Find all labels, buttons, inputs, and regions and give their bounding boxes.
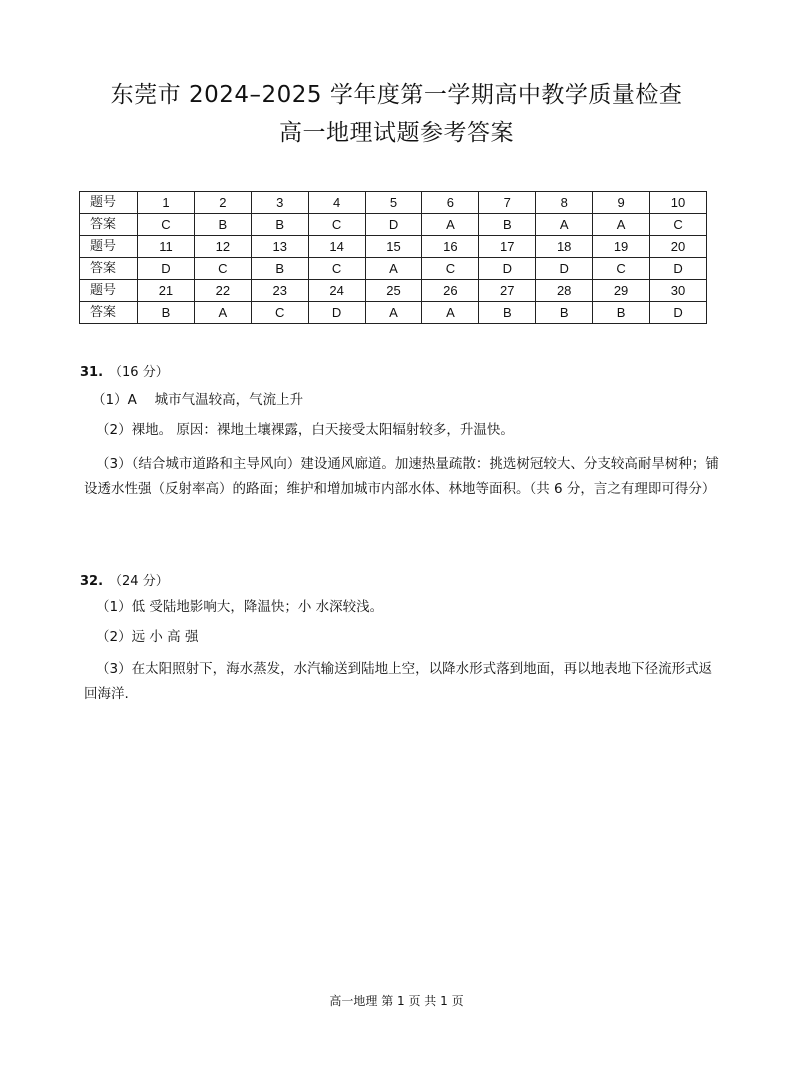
question-32-heading bbox=[80, 575, 169, 588]
question-number-cell: 30 bbox=[650, 280, 707, 302]
question-number-cell: 16 bbox=[422, 236, 479, 258]
answer-cell: C bbox=[650, 214, 707, 236]
question-number-cell: 26 bbox=[422, 280, 479, 302]
question-number-cell: 20 bbox=[650, 236, 707, 258]
question-number-cell: 3 bbox=[251, 192, 308, 214]
answer-cell: B bbox=[138, 302, 195, 324]
question-number-cell: 1 bbox=[138, 192, 195, 214]
answer-row bbox=[80, 302, 707, 324]
question-number-cell: 27 bbox=[479, 280, 536, 302]
answer-row-label: 答案 bbox=[80, 302, 138, 324]
answer-cell: C bbox=[422, 258, 479, 280]
question-number-cell: 10 bbox=[650, 192, 707, 214]
question-number-cell: 7 bbox=[479, 192, 536, 214]
answer-cell: D bbox=[365, 214, 422, 236]
answer-cell: D bbox=[138, 258, 195, 280]
answer-cell: D bbox=[536, 258, 593, 280]
question-number-cell: 21 bbox=[138, 280, 195, 302]
answer-cell: C bbox=[251, 302, 308, 324]
answer-cell: C bbox=[308, 214, 365, 236]
question-number-cell: 15 bbox=[365, 236, 422, 258]
answer-cell: C bbox=[194, 258, 251, 280]
answer-cell: A bbox=[422, 302, 479, 324]
question-32-part-2: （2）远 小 高 强 bbox=[96, 629, 199, 645]
question-number-cell: 17 bbox=[479, 236, 536, 258]
answer-row-label: 答案 bbox=[80, 214, 138, 236]
answer-cell: A bbox=[365, 258, 422, 280]
question-number-row-label: 题号 bbox=[80, 236, 138, 258]
question-32-part-3: （3）在太阳照射下，海水蒸发，水汽输送到陆地上空，以降水形式落到地面，再以地表地下径流形式返回海洋. bbox=[84, 661, 713, 702]
question-number-cell: 9 bbox=[593, 192, 650, 214]
question-number-cell: 18 bbox=[536, 236, 593, 258]
answer-cell: A bbox=[593, 214, 650, 236]
question-31-number: 31. bbox=[80, 365, 104, 380]
question-number-cell: 24 bbox=[308, 280, 365, 302]
answer-row bbox=[80, 258, 707, 280]
answer-cell: B bbox=[479, 214, 536, 236]
question-31-heading bbox=[80, 366, 169, 379]
question-number-row bbox=[80, 192, 707, 214]
answer-cell: D bbox=[650, 302, 707, 324]
answer-cell: C bbox=[138, 214, 195, 236]
answer-cell: D bbox=[308, 302, 365, 324]
answer-cell: C bbox=[308, 258, 365, 280]
question-32-points: （24 分） bbox=[109, 574, 169, 589]
answer-cell: B bbox=[194, 214, 251, 236]
answer-cell: A bbox=[365, 302, 422, 324]
document-subtitle: 高一地理试题参考答案 bbox=[279, 120, 514, 146]
question-number-row bbox=[80, 280, 707, 302]
question-31-part-2: （2）裸地。 原因：裸地土壤裸露，白天接受太阳辐射较多，升温快。 bbox=[96, 422, 514, 438]
answer-row bbox=[80, 214, 707, 236]
answer-key-table bbox=[79, 191, 707, 324]
question-number-cell: 8 bbox=[536, 192, 593, 214]
question-31-part-3: （3）（结合城市道路和主导风向）建设通风廊道。加速热量疏散：挑选树冠较大、分支较高耐旱树种；铺设透水性强（反射率高）的路面；维护和增加城市内部水体、林地等面积。（共 6 分，言之有理即可得分） bbox=[84, 456, 719, 497]
question-number-cell: 11 bbox=[138, 236, 195, 258]
answer-cell: A bbox=[536, 214, 593, 236]
answer-cell: B bbox=[251, 214, 308, 236]
answer-cell: A bbox=[422, 214, 479, 236]
answer-cell: B bbox=[251, 258, 308, 280]
question-32-part-1: （1）低 受陆地影响大，降温快；小 水深较浅。 bbox=[96, 599, 384, 615]
question-number-cell: 29 bbox=[593, 280, 650, 302]
question-31-points: （16 分） bbox=[109, 365, 169, 380]
answer-cell: B bbox=[536, 302, 593, 324]
question-number-cell: 2 bbox=[194, 192, 251, 214]
question-31-part-1: （1）A 城市气温较高，气流上升 bbox=[92, 392, 304, 408]
question-number-cell: 14 bbox=[308, 236, 365, 258]
answer-cell: A bbox=[194, 302, 251, 324]
page-footer: 高一地理 第 1 页 共 1 页 bbox=[329, 994, 464, 1008]
question-number-cell: 4 bbox=[308, 192, 365, 214]
question-number-cell: 6 bbox=[422, 192, 479, 214]
question-number-row bbox=[80, 236, 707, 258]
question-number-cell: 22 bbox=[194, 280, 251, 302]
question-number-cell: 25 bbox=[365, 280, 422, 302]
question-32-number: 32. bbox=[80, 574, 104, 589]
question-number-cell: 19 bbox=[593, 236, 650, 258]
document-title: 东莞市 2024–2025 学年度第一学期高中教学质量检查 bbox=[110, 82, 683, 108]
answer-row-label: 答案 bbox=[80, 258, 138, 280]
answer-cell: D bbox=[479, 258, 536, 280]
question-number-cell: 13 bbox=[251, 236, 308, 258]
question-number-cell: 28 bbox=[536, 280, 593, 302]
answer-cell: D bbox=[650, 258, 707, 280]
question-number-row-label: 题号 bbox=[80, 280, 138, 302]
answer-cell: B bbox=[593, 302, 650, 324]
answer-cell: B bbox=[479, 302, 536, 324]
answer-cell: C bbox=[593, 258, 650, 280]
question-number-row-label: 题号 bbox=[80, 192, 138, 214]
question-number-cell: 5 bbox=[365, 192, 422, 214]
question-number-cell: 23 bbox=[251, 280, 308, 302]
question-number-cell: 12 bbox=[194, 236, 251, 258]
